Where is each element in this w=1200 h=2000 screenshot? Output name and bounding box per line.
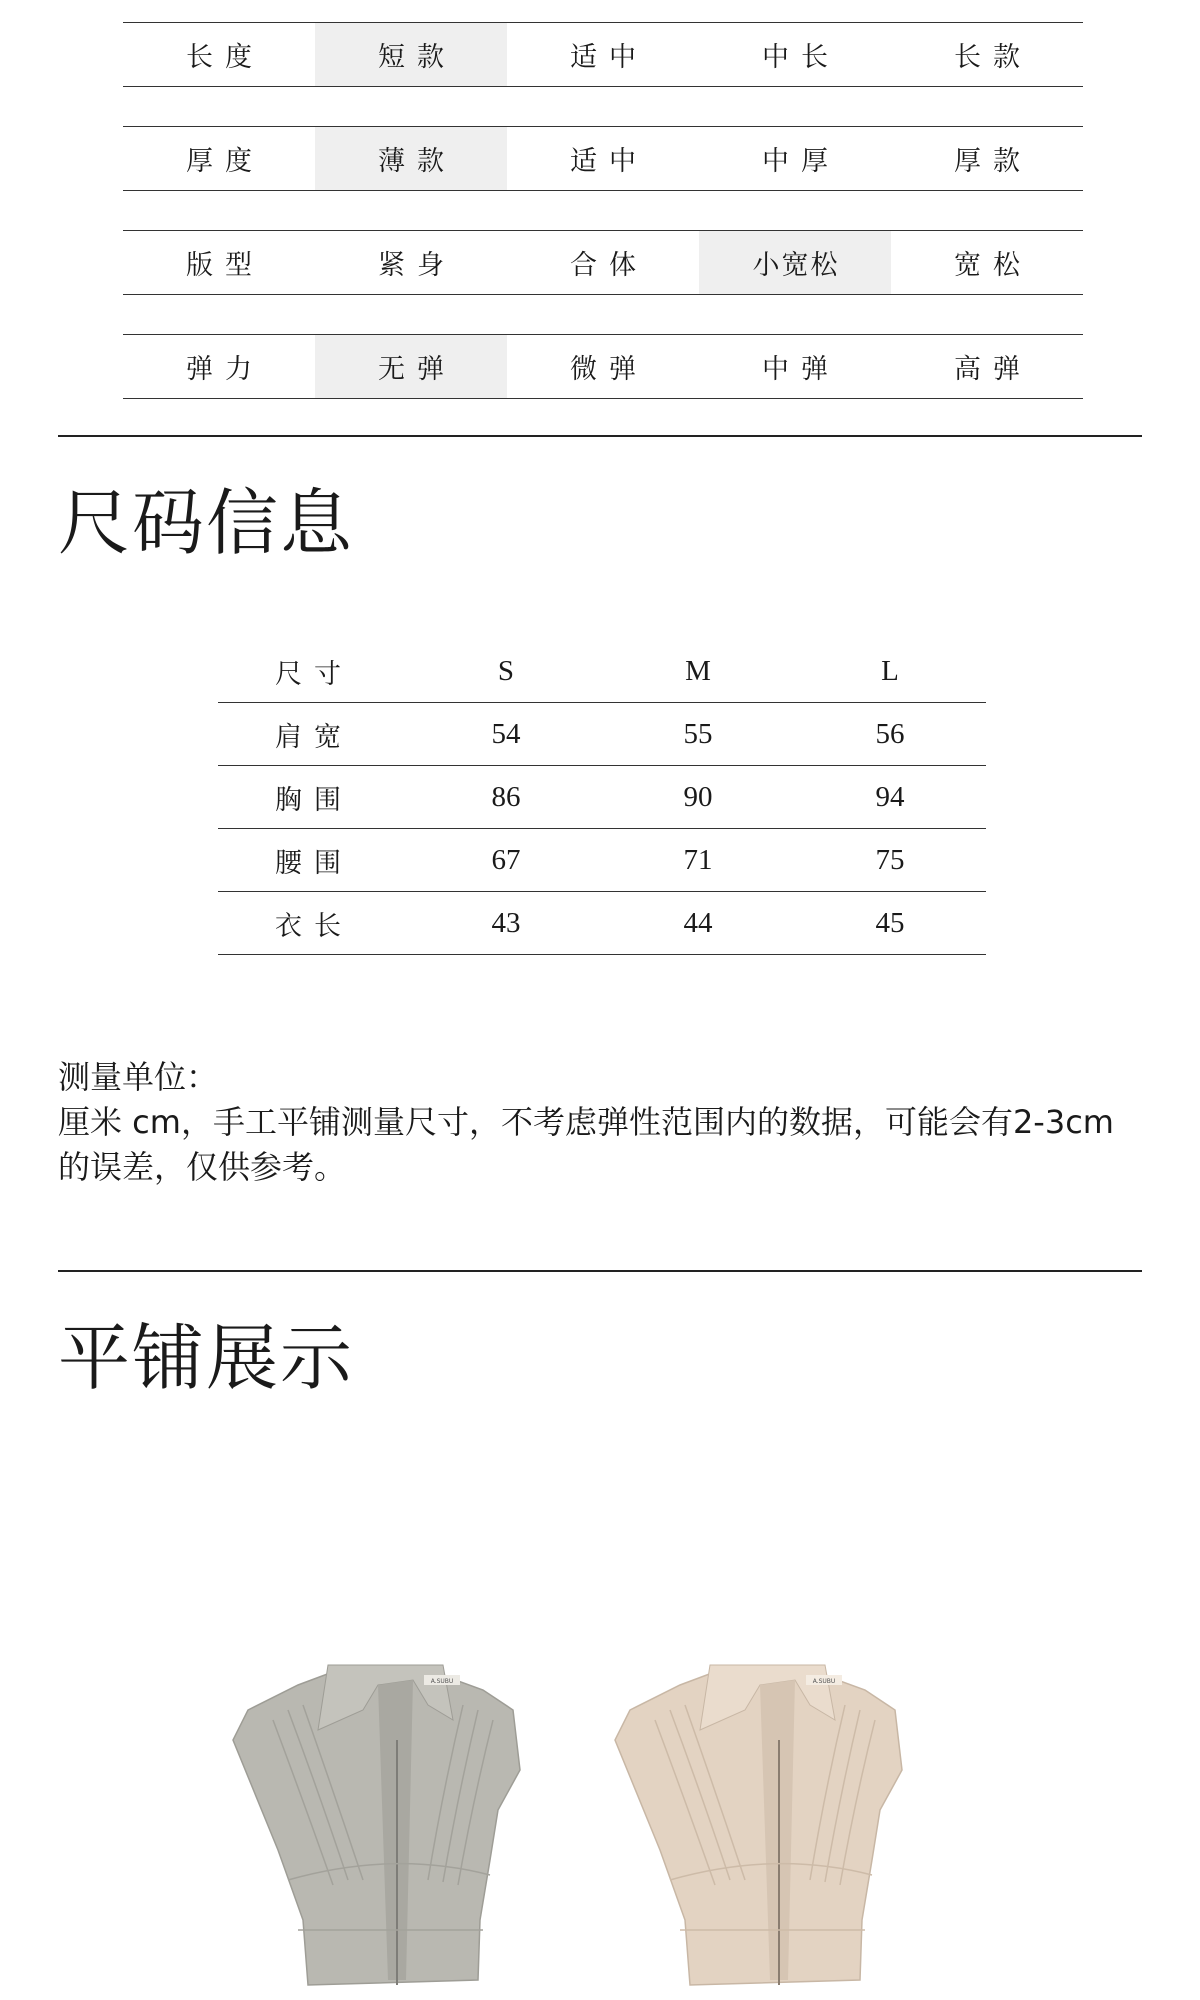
section-divider bbox=[58, 1270, 1142, 1272]
attr-label: 版型 bbox=[186, 250, 264, 281]
attr-option: 合体 bbox=[570, 250, 648, 281]
attr-option: 厚款 bbox=[954, 146, 1032, 177]
section-divider bbox=[58, 435, 1142, 437]
measurement-note bbox=[58, 1055, 1148, 1190]
attr-label: 弹力 bbox=[186, 354, 264, 385]
svg-text:A.SUBU: A.SUBU bbox=[430, 1678, 454, 1685]
cell-value: 75 bbox=[875, 843, 905, 876]
attr-row-length bbox=[123, 22, 1083, 87]
cell-value: 56 bbox=[875, 717, 905, 750]
attr-option: 薄款 bbox=[315, 127, 507, 190]
size-info-title: 尺码信息 bbox=[58, 481, 355, 565]
size-header-l: L bbox=[881, 654, 899, 687]
size-table-header bbox=[218, 640, 986, 703]
attr-option: 微弹 bbox=[570, 354, 648, 385]
cell-value: 43 bbox=[491, 906, 521, 939]
table-row bbox=[218, 766, 986, 829]
beige-top-photo bbox=[610, 1650, 980, 1990]
attr-option: 中长 bbox=[762, 42, 840, 73]
size-header-label: 尺寸 bbox=[275, 658, 353, 690]
note-title: 测量单位： bbox=[58, 1058, 219, 1096]
attr-option: 适中 bbox=[570, 42, 648, 73]
cell-value: 44 bbox=[683, 906, 713, 939]
attr-option: 宽松 bbox=[954, 250, 1032, 281]
svg-text:A.SUBU: A.SUBU bbox=[812, 1678, 836, 1685]
attr-option: 紧身 bbox=[378, 250, 456, 281]
cell-value: 90 bbox=[683, 780, 713, 813]
table-row bbox=[218, 829, 986, 892]
size-header-m: M bbox=[685, 654, 711, 687]
cell-value: 86 bbox=[491, 780, 521, 813]
attr-row-elasticity bbox=[123, 334, 1083, 399]
note-body: 厘米 cm，手工平铺测量尺寸，不考虑弹性范围内的数据，可能会有2-3cm 的误差，仅供参考。 bbox=[58, 1103, 1114, 1186]
size-table bbox=[218, 640, 986, 955]
attr-option: 高弹 bbox=[954, 354, 1032, 385]
table-row bbox=[218, 703, 986, 766]
cell-value: 55 bbox=[683, 717, 713, 750]
cell-value: 67 bbox=[491, 843, 521, 876]
table-row bbox=[218, 892, 986, 955]
attr-row-fit bbox=[123, 230, 1083, 295]
brand-label bbox=[806, 1675, 842, 1685]
attr-option: 短款 bbox=[315, 23, 507, 86]
attr-option: 适中 bbox=[570, 146, 648, 177]
cell-value: 54 bbox=[491, 717, 521, 750]
row-label: 衣长 bbox=[275, 910, 353, 942]
attr-option: 小宽松 bbox=[699, 231, 891, 294]
flat-display-title: 平铺展示 bbox=[58, 1316, 355, 1400]
attr-row-thickness bbox=[123, 126, 1083, 191]
attr-label: 厚度 bbox=[186, 146, 264, 177]
cell-value: 94 bbox=[875, 780, 905, 813]
attr-option: 中弹 bbox=[762, 354, 840, 385]
attr-option: 中厚 bbox=[762, 146, 840, 177]
row-label: 腰围 bbox=[275, 847, 353, 879]
row-label: 胸围 bbox=[275, 784, 353, 816]
attr-option: 长款 bbox=[954, 42, 1032, 73]
brand-label bbox=[424, 1675, 460, 1685]
gray-top-photo bbox=[228, 1650, 598, 1990]
cell-value: 45 bbox=[875, 906, 905, 939]
size-header-s: S bbox=[497, 654, 515, 687]
row-label: 肩宽 bbox=[275, 721, 353, 753]
cell-value: 71 bbox=[683, 843, 713, 876]
attr-label: 长度 bbox=[186, 42, 264, 73]
attr-option: 无弹 bbox=[315, 335, 507, 398]
